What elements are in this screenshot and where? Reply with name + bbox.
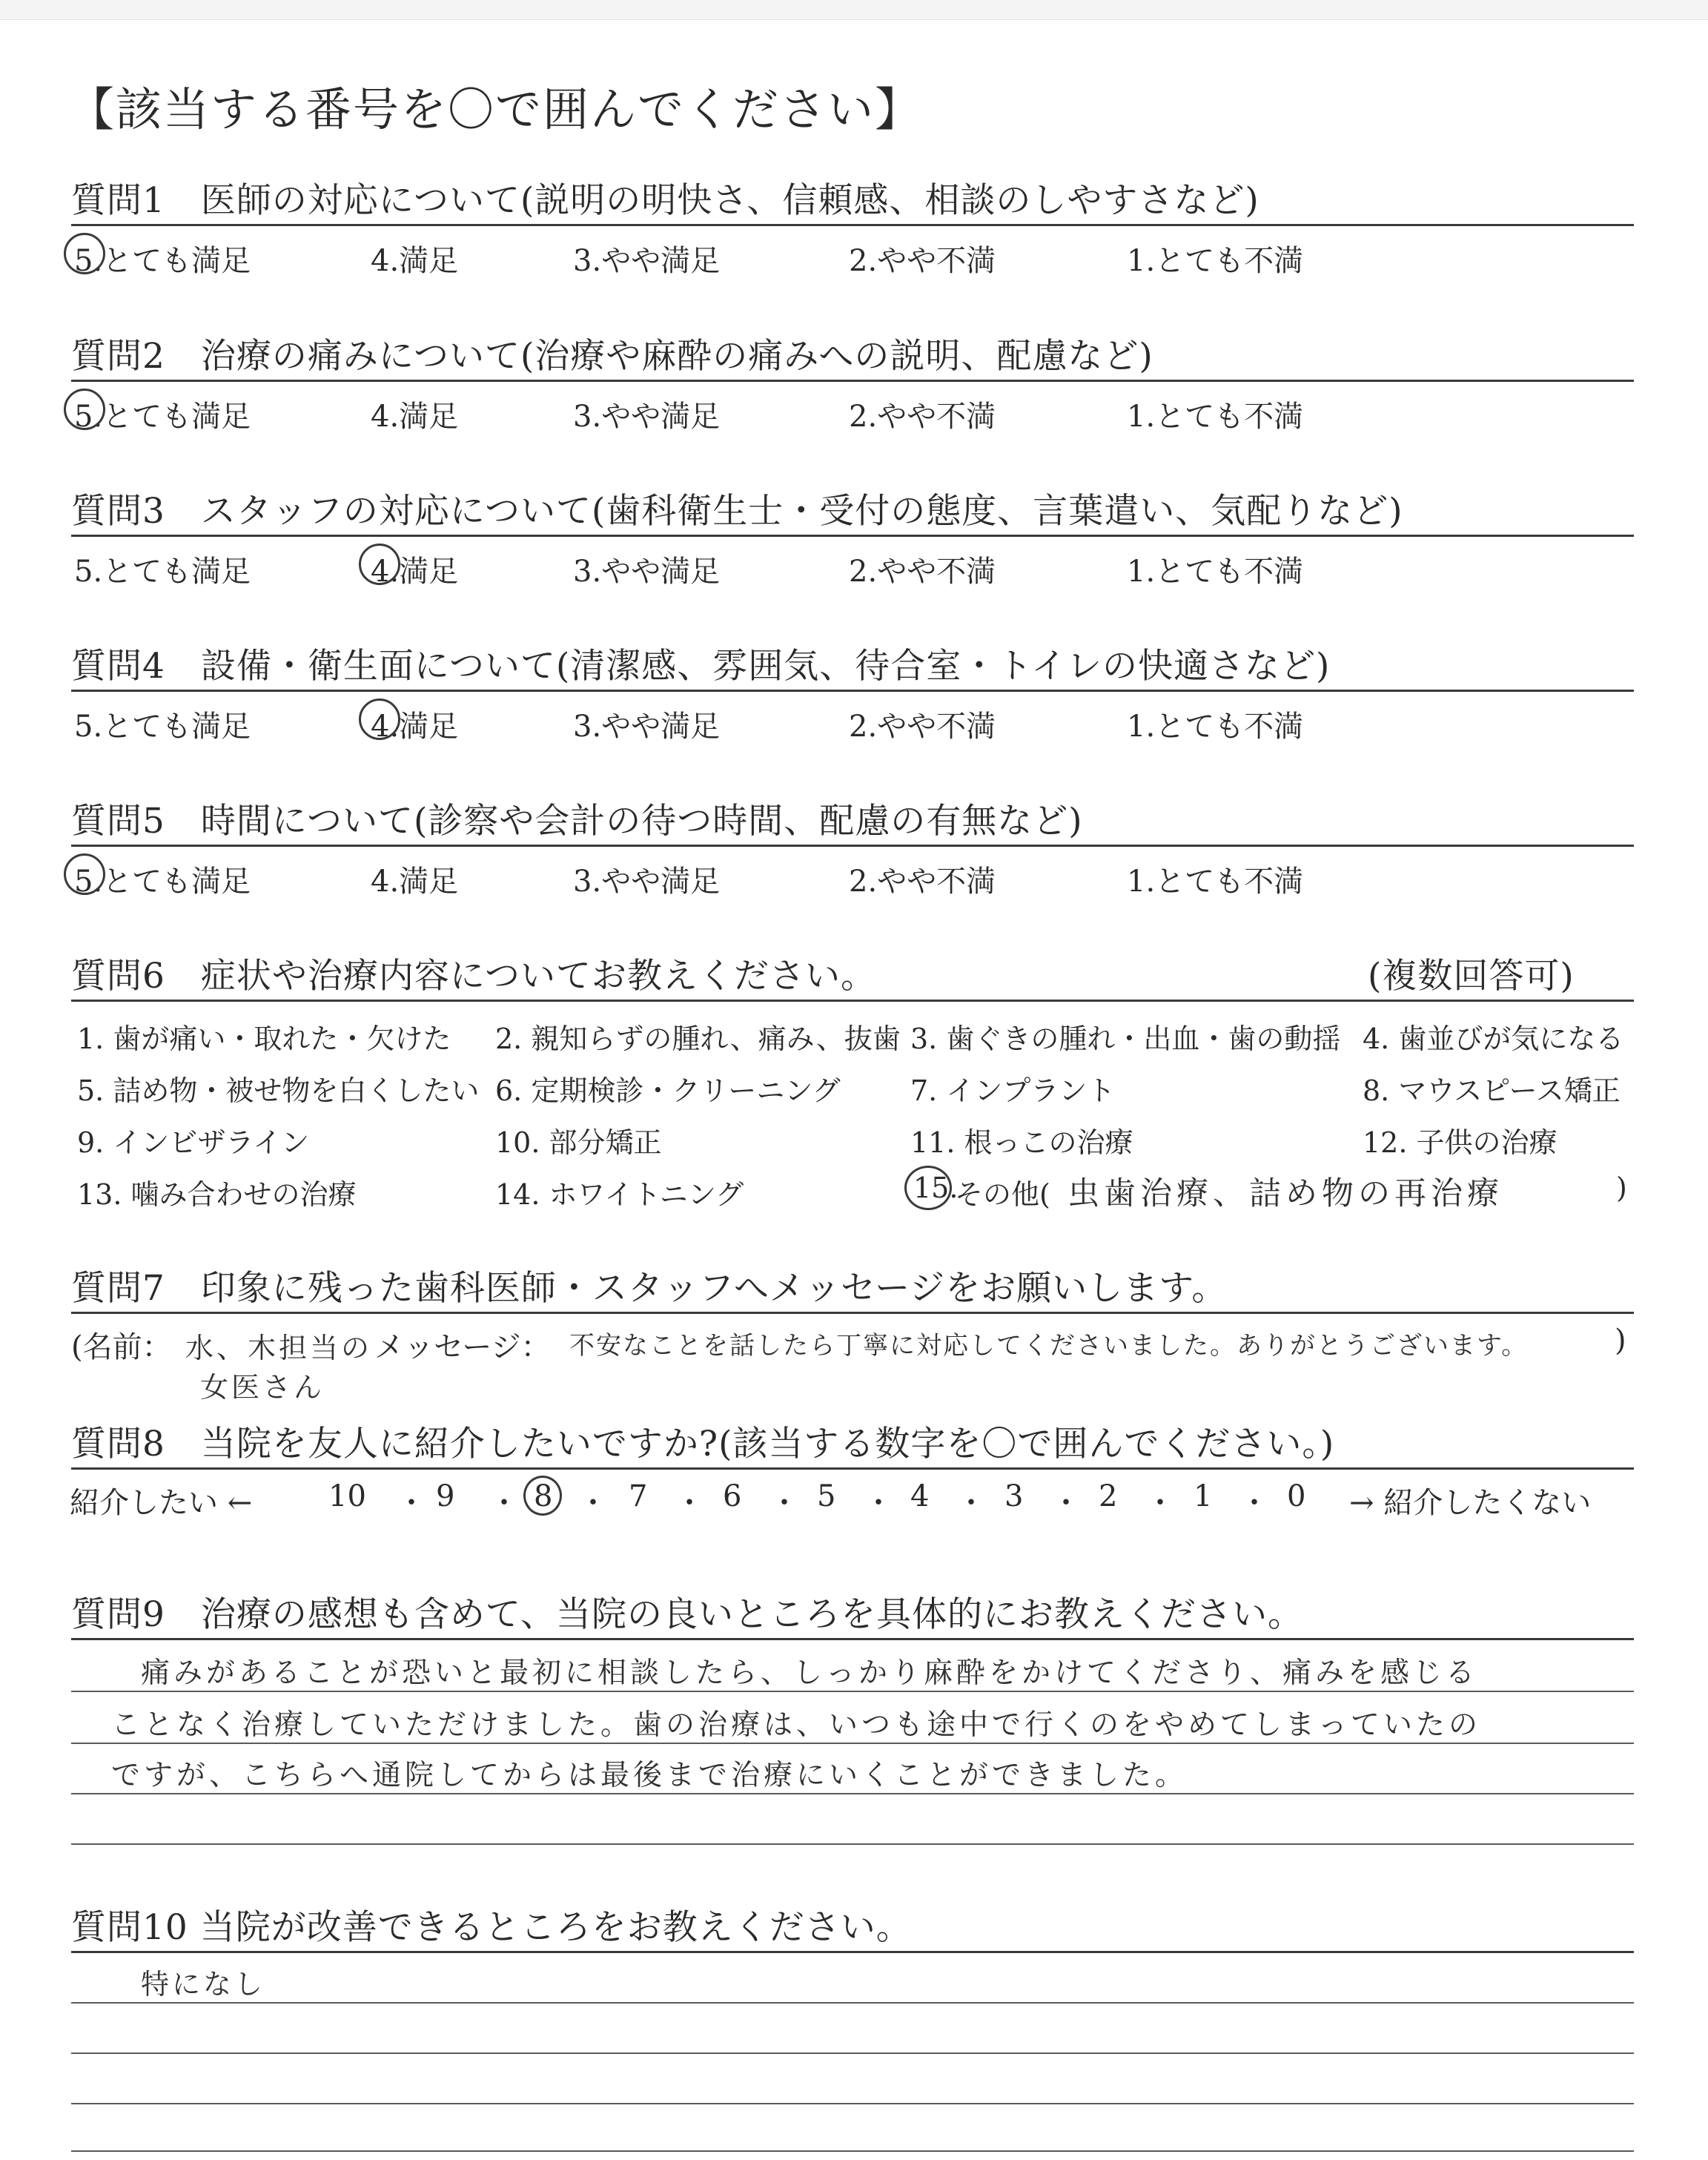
q8-left-label: 紹介したい ←: [70, 1486, 253, 1520]
q2-option-4[interactable]: 4.満足: [371, 400, 459, 434]
q6-item-9[interactable]: 9. インビザライン: [77, 1126, 310, 1159]
q7-message-handwritten[interactable]: 不安なことを話したら丁寧に対応してくださいました。ありがとうございます。: [569, 1331, 1529, 1361]
q7-name-handwritten-1[interactable]: 水、木担当の: [185, 1332, 373, 1364]
q8-dot-10: ・: [1239, 1486, 1269, 1520]
q2-option-5[interactable]: 5.とても満足: [74, 400, 251, 434]
q1-title: 質問1 医師の対応について(説明の明快さ、信頼感、相談のしやすさなど): [71, 180, 1260, 221]
q10-writing-line-2: [71, 2052, 1634, 2054]
q8-dot-2: ・: [489, 1486, 519, 1520]
q1-option-1[interactable]: 1.とても不満: [1127, 244, 1304, 278]
q9-answer-line-2[interactable]: ことなく治療していただけました。歯の治療は、いつも途中で行くのをやめてしまっていたの: [111, 1708, 1482, 1742]
q8-dot-1: ・: [397, 1486, 426, 1520]
q6-item-15-close: ): [1616, 1172, 1627, 1204]
q8-scale-8[interactable]: 8: [534, 1479, 553, 1513]
q9-rule: [71, 1638, 1634, 1640]
q5-option-2[interactable]: 2.やや不満: [849, 865, 996, 899]
q4-rule: [71, 690, 1634, 692]
q6-item-7[interactable]: 7. インプラント: [910, 1074, 1116, 1107]
q8-scale-3[interactable]: 3: [1004, 1479, 1024, 1513]
q5-option-5[interactable]: 5.とても満足: [74, 865, 251, 899]
q5-option-4[interactable]: 4.満足: [371, 865, 459, 899]
q3-option-2[interactable]: 2.やや不満: [849, 555, 996, 589]
q9-answer-line-1[interactable]: 痛みがあることが恐いと最初に相談したら、しっかり麻酔をかけてくださり、痛みを感じる: [141, 1657, 1479, 1690]
q6-item-4[interactable]: 4. 歯並びが気になる: [1363, 1023, 1624, 1055]
q6-title: 質問6 症状や治療内容についてお教えください。: [71, 956, 876, 997]
q7-close-paren: ): [1615, 1324, 1626, 1358]
q6-item-6[interactable]: 6. 定期検診・クリーニング: [495, 1074, 841, 1107]
q4-option-3[interactable]: 3.やや満足: [573, 710, 721, 744]
q9-writing-line-2: [71, 1743, 1634, 1744]
q6-item-5[interactable]: 5. 詰め物・被せ物を白くしたい: [77, 1074, 480, 1107]
q8-dot-5: ・: [769, 1486, 799, 1520]
q8-title: 質問8 当院を友人に紹介したいですか?(該当する数字を〇で囲んでください。): [71, 1424, 1335, 1464]
q5-selection-circle: [64, 853, 105, 895]
q8-scale-10[interactable]: 10: [328, 1479, 366, 1513]
q6-item-2[interactable]: 2. 親知らずの腫れ、痛み、抜歯: [495, 1023, 901, 1055]
q5-option-3[interactable]: 3.やや満足: [573, 865, 721, 899]
q7-title: 質問7 印象に残った歯科医師・スタッフへメッセージをお願いします。: [71, 1268, 1228, 1309]
q5-rule: [71, 845, 1634, 847]
form-header: 【該当する番号を〇で囲んでください】: [68, 82, 923, 136]
q6-item-10[interactable]: 10. 部分矯正: [495, 1126, 662, 1159]
q2-rule: [71, 380, 1634, 382]
q6-item-11[interactable]: 11. 根っこの治療: [910, 1126, 1133, 1159]
q6-item-15-number[interactable]: 15.: [913, 1172, 959, 1204]
q4-option-2[interactable]: 2.やや不満: [849, 710, 996, 744]
q3-title: 質問3 スタッフの対応について(歯科衛生士・受付の態度、言葉遣い、気配りなど): [71, 491, 1403, 532]
q2-selection-circle: [64, 389, 105, 430]
q1-option-2[interactable]: 2.やや不満: [849, 244, 996, 278]
q6-item-15-label[interactable]: その他(: [955, 1178, 1050, 1211]
q8-scale-0[interactable]: 0: [1287, 1479, 1306, 1513]
q8-dot-9: ・: [1145, 1486, 1175, 1520]
q2-option-3[interactable]: 3.やや満足: [573, 400, 721, 434]
q6-item-15-selection-circle: [904, 1166, 952, 1210]
q1-rule: [71, 224, 1634, 226]
q8-scale-5[interactable]: 5: [817, 1479, 836, 1513]
q2-title: 質問2 治療の痛みについて(治療や麻酔の痛みへの説明、配慮など): [71, 336, 1153, 377]
q6-item-8[interactable]: 8. マウスピース矯正: [1363, 1074, 1621, 1107]
q3-option-4[interactable]: 4.満足: [371, 555, 459, 589]
q10-writing-line-1: [71, 2002, 1634, 2004]
q8-dot-8: ・: [1051, 1486, 1081, 1520]
q10-handwritten-answer[interactable]: 特になし: [141, 1968, 266, 2001]
q10-writing-line-3: [71, 2103, 1634, 2104]
q8-scale-7[interactable]: 7: [629, 1479, 648, 1513]
q8-scale-1[interactable]: 1: [1194, 1479, 1213, 1513]
q8-dot-3: ・: [578, 1486, 608, 1520]
q4-title: 質問4 設備・衛生面について(清潔感、雰囲気、待合室・トイレの快適さなど): [71, 646, 1331, 687]
q7-name-handwritten-2[interactable]: 女医さん: [200, 1371, 325, 1404]
q3-option-1[interactable]: 1.とても不満: [1127, 555, 1304, 589]
q4-selection-circle: [359, 698, 400, 740]
q9-writing-line-1: [71, 1691, 1634, 1692]
q6-rule: [71, 1000, 1634, 1002]
q2-option-2[interactable]: 2.やや不満: [849, 400, 996, 434]
q7-rule: [71, 1312, 1634, 1314]
q6-item-12[interactable]: 12. 子供の治療: [1363, 1126, 1558, 1159]
q6-multiple-answer-note: (複数回答可): [1368, 956, 1575, 997]
q10-rule: [71, 1951, 1634, 1953]
q7-message-label: メッセージ：: [374, 1330, 551, 1364]
q8-scale-6[interactable]: 6: [723, 1479, 742, 1513]
q5-title: 質問5 時間について(診察や会計の待つ時間、配慮の有無など): [71, 801, 1083, 842]
q6-item-1[interactable]: 1. 歯が痛い・取れた・欠けた: [77, 1023, 451, 1055]
q8-right-label: → 紹介したくない: [1349, 1486, 1592, 1520]
q9-title: 質問9 治療の感想も含めて、当院の良いところを具体的にお教えください。: [71, 1594, 1303, 1635]
q3-option-5[interactable]: 5.とても満足: [74, 555, 251, 589]
q8-dot-4: ・: [675, 1486, 704, 1520]
q6-other-handwritten-answer[interactable]: 虫歯治療、詰め物の再治療: [1068, 1175, 1503, 1212]
q8-scale-4[interactable]: 4: [910, 1479, 930, 1513]
q10-title: 質問10 当院が改善できるところをお教えください。: [71, 1907, 912, 1948]
scan-top-edge: [0, 0, 1708, 20]
q1-option-4[interactable]: 4.満足: [371, 244, 459, 278]
q8-scale-2[interactable]: 2: [1099, 1479, 1118, 1513]
q8-dot-6: ・: [864, 1486, 893, 1520]
q8-scale-9[interactable]: 9: [436, 1479, 455, 1513]
q1-option-5[interactable]: 5.とても満足: [74, 244, 251, 278]
q8-rule: [71, 1467, 1634, 1470]
q6-item-13[interactable]: 13. 噛み合わせの治療: [77, 1178, 357, 1211]
q4-option-5[interactable]: 5.とても満足: [74, 710, 251, 744]
q9-writing-line-4: [71, 1843, 1634, 1845]
q8-dot-7: ・: [956, 1486, 986, 1520]
q2-option-1[interactable]: 1.とても不満: [1127, 400, 1304, 434]
q8-selection-circle: [523, 1476, 562, 1516]
q1-selection-circle: [64, 233, 105, 274]
q4-option-1[interactable]: 1.とても不満: [1127, 710, 1304, 744]
q9-answer-line-3[interactable]: ですが、こちらへ通院してからは最後まで治療にいくことができました。: [111, 1759, 1188, 1792]
q3-option-3[interactable]: 3.やや満足: [573, 555, 721, 589]
q6-item-3[interactable]: 3. 歯ぐきの腫れ・出血・歯の動揺: [910, 1023, 1341, 1055]
q3-rule: [71, 535, 1634, 537]
q1-option-3[interactable]: 3.やや満足: [573, 244, 721, 278]
q5-option-1[interactable]: 1.とても不満: [1127, 865, 1304, 899]
q9-writing-line-3: [71, 1793, 1634, 1794]
q6-item-14[interactable]: 14. ホワイトニング: [495, 1178, 744, 1211]
q10-writing-line-4: [71, 2150, 1634, 2152]
q3-selection-circle: [359, 544, 400, 585]
q7-name-label: (名前：: [71, 1330, 172, 1364]
q4-option-4[interactable]: 4.満足: [371, 710, 459, 744]
